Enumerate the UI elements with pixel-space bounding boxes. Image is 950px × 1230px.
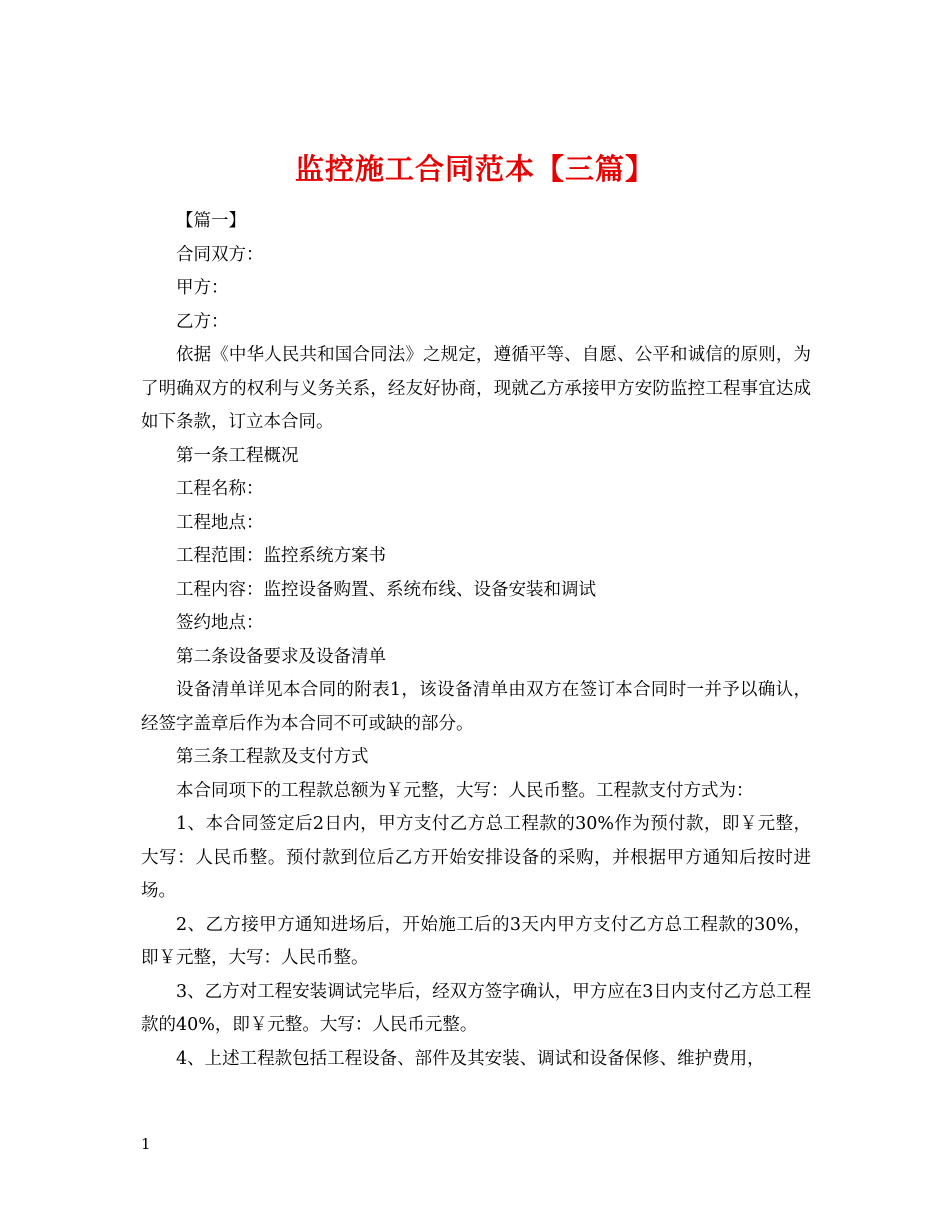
contract-preamble: 依据《中华人民共和国合同法》之规定，遵循平等、自愿、公平和诚信的原则，为了明确双方的权利与义务关系，经友好协商，现就乙方承接甲方安防监控工程事宜达成如下条款，订立本合同。	[141, 345, 811, 432]
payment-term-2: 2、乙方接甲方通知进场后，开始施工后的3天内甲方支付乙方总工程款的30%，即￥元整，大写：人民币整。	[141, 914, 811, 968]
document-title: 监控施工合同范本【三篇】	[294, 152, 655, 187]
payment-term-1: 1、本合同签定后2日内，甲方支付乙方总工程款的30%作为预付款，即￥元整，大写：人民币整。预付款到位后乙方开始安排设备的采购，并根据甲方通知后按时进场。	[141, 814, 811, 901]
payment-term-3: 3、乙方对工程安装调试完毕后，经双方签字确认，甲方应在3日内支付乙方总工程款的40%，即￥元整。大写：人民币元整。	[141, 981, 811, 1035]
signing-location-field: 签约地点：	[176, 613, 264, 633]
project-content-field: 工程内容：监控设备购置、系统布线、设备安装和调试	[176, 579, 596, 600]
payment-term-4: 4、上述工程款包括工程设备、部件及其安装、调试和设备保修、维护费用，	[176, 1048, 765, 1069]
document-body	[141, 205, 811, 1076]
section-heading: 【篇一】	[176, 211, 246, 231]
article-2-heading: 第二条设备要求及设备清单	[176, 646, 386, 667]
project-name-field: 工程名称：	[176, 479, 264, 499]
contract-parties-label: 合同双方：	[176, 244, 264, 265]
party-b-label: 乙方：	[176, 311, 229, 332]
equipment-list-paragraph: 设备清单详见本合同的附表1，该设备清单由双方在签订本合同时一并予以确认，经签字盖章后作为本合同不可或缺的部分。	[141, 680, 811, 734]
article-1-heading: 第一条工程概况	[176, 445, 299, 466]
party-a-label: 甲方：	[176, 278, 229, 298]
page-number: 1	[141, 1135, 151, 1153]
payment-total-paragraph: 本合同项下的工程款总额为￥元整，大写：人民币整。工程款支付方式为：	[176, 780, 754, 801]
project-scope-field: 工程范围：监控系统方案书	[176, 546, 386, 566]
project-location-field: 工程地点：	[176, 512, 264, 533]
article-3-heading: 第三条工程款及支付方式	[176, 747, 369, 767]
